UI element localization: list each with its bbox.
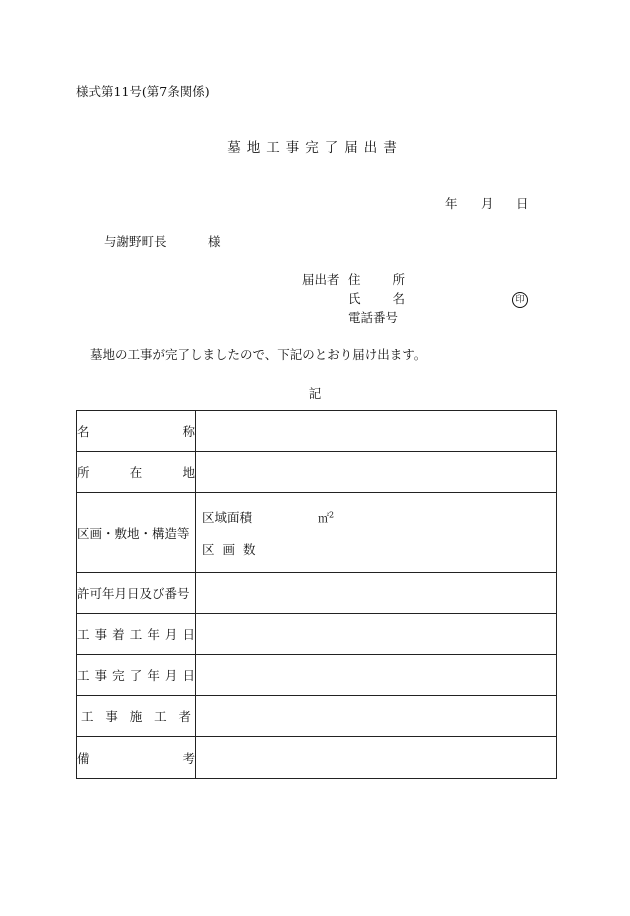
label-remarks: 備 考 xyxy=(77,737,196,779)
document-title: 墓地工事完了届出書 xyxy=(227,140,403,156)
date-day-label: 日 xyxy=(516,196,529,211)
plots-line: 区 画 数 xyxy=(202,541,256,557)
date-year-label: 年 xyxy=(445,196,458,211)
applicant-label: 届出者 xyxy=(302,272,340,287)
seal-mark: 印 xyxy=(512,292,528,308)
table-row-permit xyxy=(77,573,557,614)
date-month-label: 月 xyxy=(481,196,494,211)
area-unit: ㎡$^2$ xyxy=(318,509,335,525)
label-contractor: 工 事 施 工 者 xyxy=(77,696,196,737)
label-permit: 許可年月日及び番号 xyxy=(77,573,196,614)
value-remarks[interactable] xyxy=(196,737,557,779)
area-label: 区域面積 xyxy=(202,509,253,525)
addressee-name: 与謝野町長 xyxy=(104,234,167,249)
details-table xyxy=(76,410,557,779)
value-name[interactable] xyxy=(196,411,557,452)
name-label: 氏 名 xyxy=(348,291,406,306)
table-row-remarks xyxy=(77,737,557,779)
value-complete[interactable] xyxy=(196,655,557,696)
value-permit[interactable] xyxy=(196,573,557,614)
label-complete: 工 事 完 了 年 月 日 xyxy=(77,655,196,696)
table-row-start xyxy=(77,614,557,655)
table-row-contractor xyxy=(77,696,557,737)
statement-text: 墓地の工事が完了しましたので、下記のとおり届け出ます。 xyxy=(90,347,427,362)
value-start[interactable] xyxy=(196,614,557,655)
label-structure: 区画・敷地・構造等 xyxy=(77,493,196,573)
table-row-structure xyxy=(77,493,557,573)
label-start: 工 事 着 工 年 月 日 xyxy=(77,614,196,655)
table-row-complete xyxy=(77,655,557,696)
value-contractor[interactable] xyxy=(196,696,557,737)
form-number: 様式第11号(第7条関係) xyxy=(76,84,210,99)
table-row-name xyxy=(77,411,557,452)
area-line xyxy=(202,508,556,526)
phone-label: 電話番号 xyxy=(348,310,399,325)
table-row-location xyxy=(77,452,557,493)
value-location[interactable] xyxy=(196,452,557,493)
value-structure[interactable] xyxy=(196,493,557,573)
addressee-honorific: 様 xyxy=(208,234,221,249)
address-label: 住 所 xyxy=(348,272,406,287)
label-name: 名 称 xyxy=(77,411,196,452)
label-location: 所 在 地 xyxy=(77,452,196,493)
ki-heading: 記 xyxy=(308,386,322,401)
